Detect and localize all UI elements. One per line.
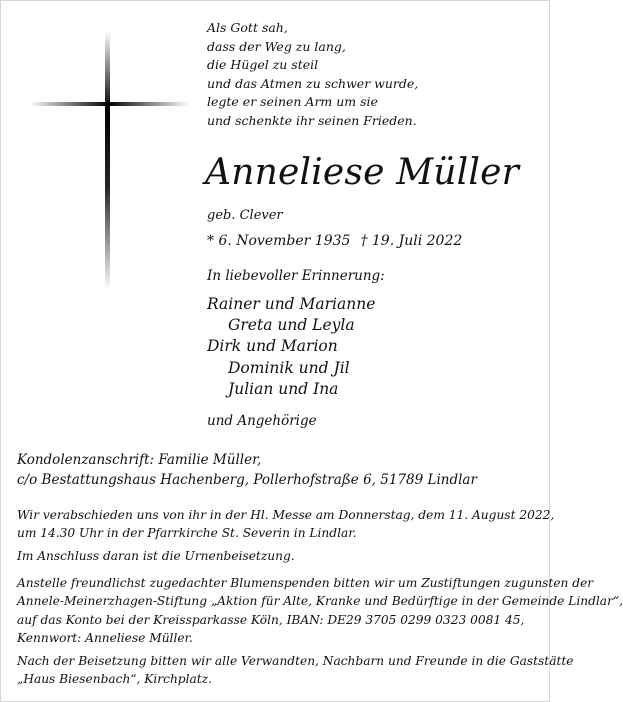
poem-line: dass der Weg zu lang,: [207, 38, 346, 54]
relatives-line: und Angehörige: [207, 413, 317, 429]
death-date: † 19. Juli 2022: [360, 233, 463, 249]
notice-line: Anstelle freundlichst zugedachter Blumenspenden bitten wir um Zustiftungen zugunsten der: [17, 576, 594, 590]
poem-line: und schenkte ihr seinen Frieden.: [207, 112, 417, 128]
cross-icon: [29, 31, 189, 291]
poem-line: legte er seinen Arm um sie: [207, 94, 378, 110]
poem: [207, 19, 527, 131]
mourner-entry: Dirk und Marion: [207, 337, 338, 356]
deceased-name: Anneliese Müller: [205, 152, 520, 193]
notice-line: „Haus Biesenbach“, Kirchplatz.: [17, 672, 212, 687]
mourner-entry: Dominik und Jil: [228, 358, 350, 377]
mourner-entry: Greta und Leyla: [228, 316, 355, 335]
mass-notice: [17, 506, 555, 543]
poem-line: Als Gott sah,: [207, 20, 288, 35]
mourners-list: [207, 294, 375, 400]
poem-line: die Hügel zu steil: [207, 57, 319, 73]
notice-line: Nach der Beisetzung bitten wir alle Verwandten, Nachbarn und Freunde in die Gaststätte: [17, 654, 574, 668]
life-dates: [207, 231, 462, 251]
notice-line: Annele-Meinerzhagen-Stiftung „Aktion für Alte, Kranke und Bedürftige in der Gemeinde Lindlar“,: [17, 594, 623, 609]
poem-line: und das Atmen zu schwer wurde,: [207, 75, 419, 91]
notice-line: Kennwort: Anneliese Müller.: [17, 631, 193, 646]
birth-name: geb. Clever: [207, 208, 283, 223]
gathering-notice: [17, 652, 574, 689]
notice-line: auf das Konto bei der Kreissparkasse Köln, IBAN: DE29 3705 0299 0323 0081 45,: [17, 612, 525, 627]
notice-line: Wir verabschieden uns von ihr in der Hl. Messe am Donnerstag, dem 11. August 2022,: [17, 508, 555, 522]
mourner-entry: Julian und Ina: [228, 379, 339, 398]
notice-line: Im Anschluss daran ist die Urnenbeisetzung.: [17, 549, 295, 563]
address-line: c/o Bestattungshaus Hachenberg, Pollerhofstraße 6, 51789 Lindlar: [17, 472, 477, 488]
condolence-address: [17, 450, 537, 490]
address-line: Kondolenzanschrift: Familie Müller,: [17, 452, 262, 468]
urn-notice: [17, 547, 539, 565]
birth-date: * 6. November 1935: [207, 233, 351, 249]
donation-notice: [17, 574, 623, 648]
memory-line: In liebevoller Erinnerung:: [207, 268, 385, 284]
mourner-entry: Rainer und Marianne: [207, 295, 376, 313]
notice-line: um 14.30 Uhr in der Pfarrkirche St. Severin in Lindlar.: [17, 526, 357, 541]
